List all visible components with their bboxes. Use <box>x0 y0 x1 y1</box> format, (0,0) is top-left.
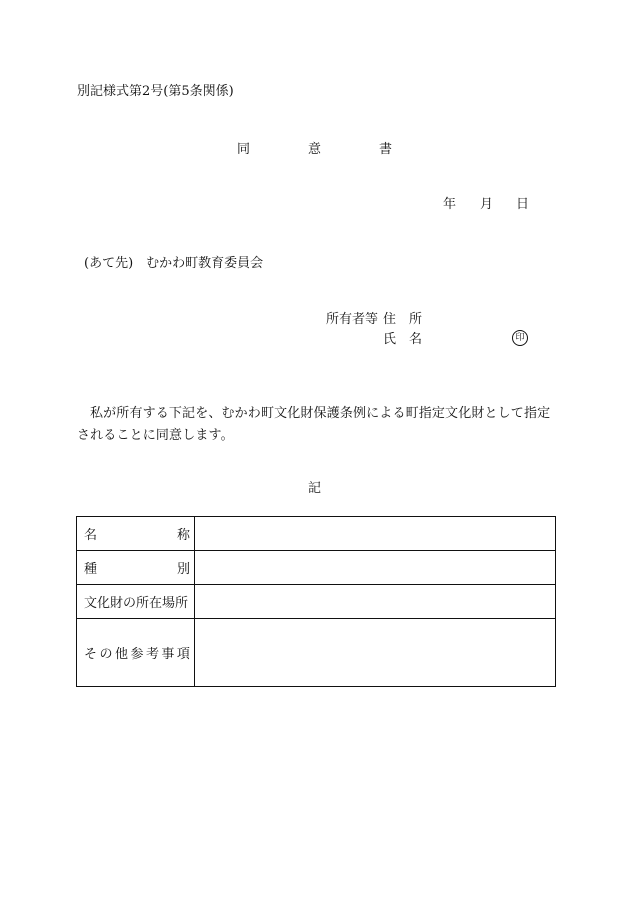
label-type <box>77 551 195 585</box>
date-year: 年 <box>443 197 457 212</box>
title-char-1: 同 <box>237 142 251 157</box>
table-row-location <box>77 585 556 619</box>
owner-label: 所有者等 <box>326 312 379 327</box>
label-part: 考 <box>145 647 159 662</box>
title-char-2: 意 <box>308 142 322 157</box>
label-part: 項 <box>176 647 190 662</box>
ki-heading: 記 <box>308 481 322 496</box>
value-type[interactable] <box>195 551 556 585</box>
address-label: 住 所 <box>383 312 423 327</box>
label-part: 別 <box>176 562 190 577</box>
table-row-notes <box>77 619 556 687</box>
consent-statement: 私が所有する下記を、むかわ町文化財保護条例による町指定文化財として指定されることに同意します。 <box>77 406 551 443</box>
label-part: 事 <box>161 647 175 662</box>
value-notes[interactable] <box>195 619 556 687</box>
value-name[interactable] <box>195 517 556 551</box>
label-location: 文化財の所在場所 <box>77 585 195 619</box>
table-row-type <box>77 551 556 585</box>
label-part: 種 <box>84 562 98 577</box>
label-part: 他 <box>114 647 128 662</box>
date-day: 日 <box>516 197 530 212</box>
label-name <box>77 517 195 551</box>
label-part: 参 <box>130 647 144 662</box>
title-char-3: 書 <box>379 142 393 157</box>
label-part: そ <box>84 647 98 662</box>
table-row-name <box>77 517 556 551</box>
value-location[interactable] <box>195 585 556 619</box>
addressee: (あて先) むかわ町教育委員会 <box>84 256 264 271</box>
label-part: の <box>99 647 113 662</box>
form-reference: 別記様式第2号(第5条関係) <box>77 84 234 99</box>
name-label: 氏 名 <box>383 332 423 347</box>
label-notes <box>77 619 195 687</box>
label-part: 名 <box>84 528 98 543</box>
seal-mark: 印 <box>512 330 528 346</box>
details-table <box>76 516 556 687</box>
date-month: 月 <box>480 197 494 212</box>
label-part: 称 <box>176 528 190 543</box>
